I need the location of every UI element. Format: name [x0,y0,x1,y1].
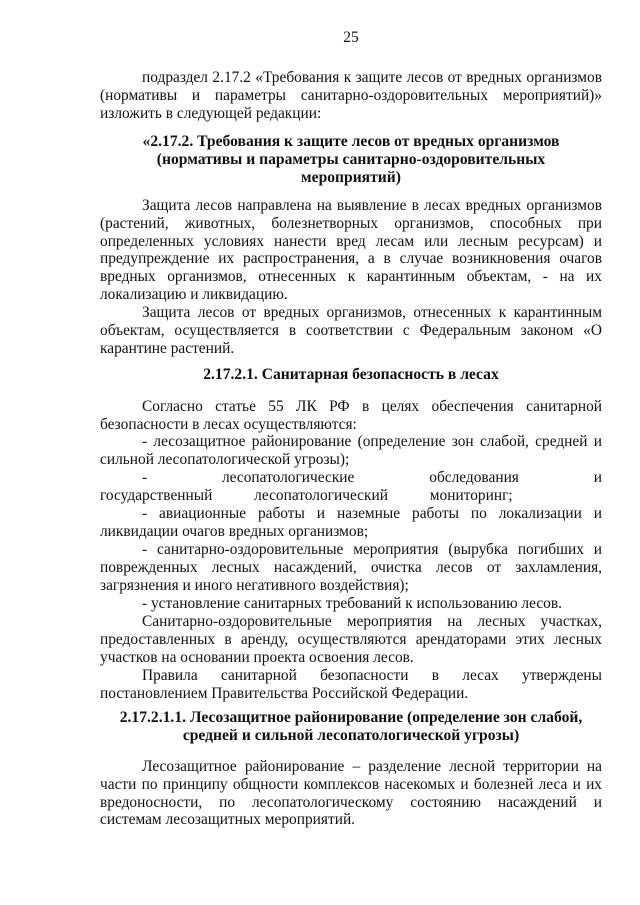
paragraph-leased-plots: Санитарно-оздоровительные мероприятия на лесных участках, предоставленных в аренду, осуществляются арендаторами этих лесных участков на основании проекта освоения лесов. [100,613,602,666]
paragraph-zoning-definition: Лесозащитное районирование – разделение лесной территории на части по принципу общности комплексов насекомых и болезней леса и их вредоносности, по лесопатологическому состоянию насаждений и системам лесозащитных мероприятий. [100,758,602,829]
intro-paragraph [100,69,602,122]
paragraph-quarantine: Защита лесов от вредных организмов, отнесенных к карантинным объектам, осуществляется в соответствии с Федеральным законом «О карантине растений. [100,304,602,357]
section-heading [100,133,602,186]
document-page [100,0,602,905]
list-item: - установление санитарных требований к использованию лесов. [142,595,562,612]
section-heading-line: (нормативы и параметры санитарно-оздоровительных [156,150,546,168]
intro-line: изложить в следующей редакции: [100,104,322,122]
list-item: - лесозащитное районирование (определение зон слабой, средней и сильной лесопатологической угрозы); [100,433,602,468]
list-item: - санитарно-оздоровительные мероприятия (вырубка погибших и поврежденных лесных насаждений, очистка лесов от захламления, загрязнения и иного негативного воздействия); [100,541,602,594]
paragraph-protection-purpose: Защита лесов направлена на выявление в лесах вредных организмов (растений, животных, болезнетворных организмов, способных при определенных условиях нанести вред лесам или лесным ресурсам) и предупреждение их распространения, а в случае возникновения очагов вредных организмов, отнесенных к карантинным объектам, - на их локализацию и ликвидацию. [100,197,602,303]
page-number: 25 [343,29,359,46]
subsubsection-heading-line: средней и сильной лесопатологической угрозы) [182,726,520,744]
section-heading-line: мероприятий) [301,168,401,186]
paragraph-sanitary-rules: Правила санитарной безопасности в лесах утверждены постановлением Правительства Российской Федерации. [100,667,602,702]
subsubsection-heading-line: 2.17.2.1.1. Лесозащитное районирование (определение зон слабой, [119,709,583,726]
paragraph-article-55: Согласно статье 55 ЛК РФ в целях обеспечения санитарной безопасности в лесах осуществляются: [100,398,602,433]
list-item: - лесопатологические обследования и государственный лесопатологический мониторинг; [100,469,602,504]
list-item: - авиационные работы и наземные работы по локализации и ликвидации очагов вредных организмов; [100,505,602,540]
intro-line: подраздел 2.17.2 «Требования к защите лесов от вредных организмов [142,69,602,86]
subsection-heading: 2.17.2.1. Санитарная безопасность в лесах [203,366,499,383]
section-heading-line: «2.17.2. Требования к защите лесов от вредных организмов [142,133,560,150]
subsubsection-heading [100,709,602,745]
intro-line: (нормативы и параметры санитарно-оздоровительных мероприятий)» [100,86,602,104]
